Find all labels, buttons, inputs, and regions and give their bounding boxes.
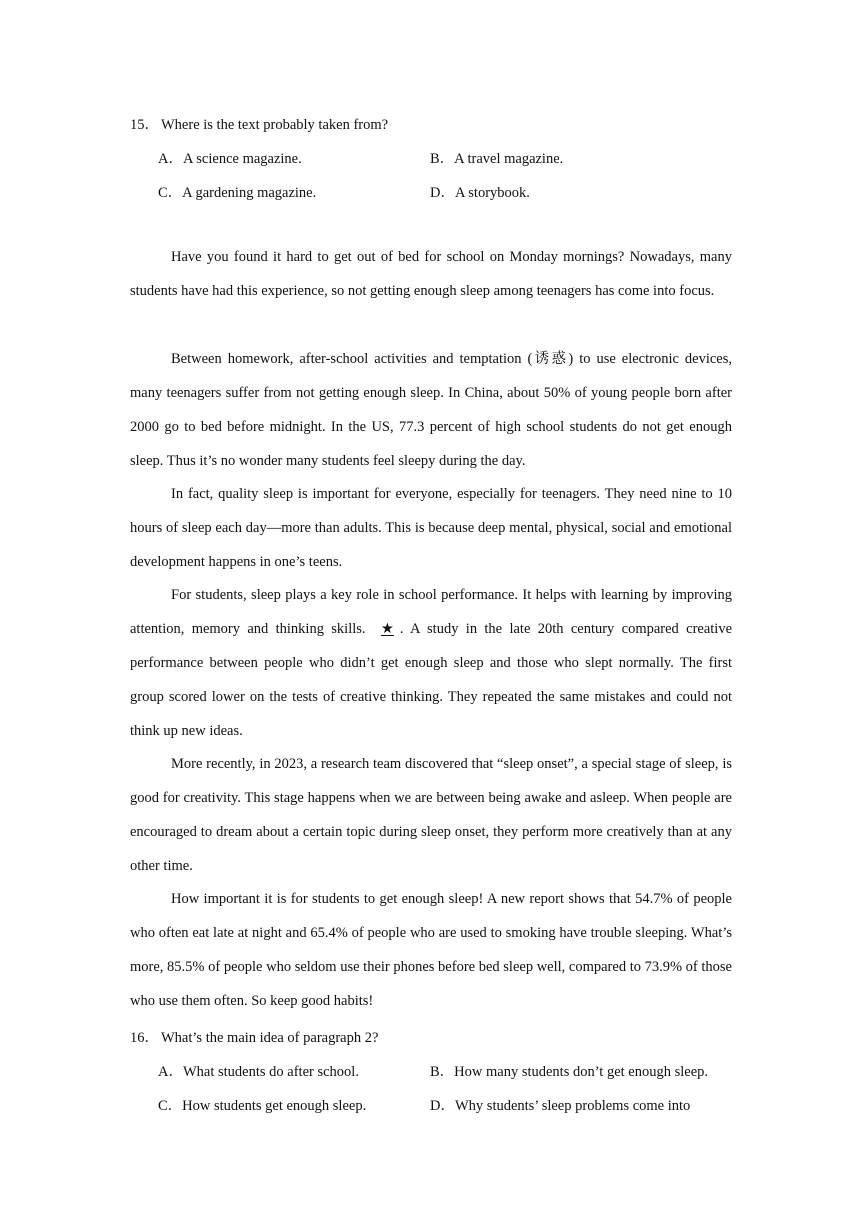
option-letter: B．: [430, 1064, 455, 1080]
option-letter: A．: [158, 1064, 183, 1080]
passage-paragraph-4: [130, 578, 732, 748]
q16-option-b[interactable]: [430, 1060, 708, 1081]
q15-option-d[interactable]: [430, 181, 530, 202]
question-number: 16．: [130, 1030, 159, 1046]
option-letter: A．: [158, 151, 183, 167]
question-15-stem: [130, 113, 388, 134]
passage-paragraph-3: In fact, quality sleep is important for everyone, especially for teenagers. They need nine to 10 hours of sleep each day—more than adults. This is because deep mental, physical, social and emotional development happens in one’s teens.: [130, 486, 732, 570]
star-blank: ★: [380, 621, 394, 637]
option-letter: C．: [158, 1098, 183, 1114]
q15-option-b[interactable]: [430, 147, 563, 168]
option-text: A storybook.: [454, 185, 530, 201]
question-number: 15．: [130, 117, 159, 133]
paragraph-text: For students, sleep plays a key role in school performance. It helps with learning by improving attention, memory and thinking skills.: [130, 587, 732, 637]
option-text: A travel magazine.: [454, 151, 564, 167]
option-letter: B．: [430, 151, 455, 167]
passage-paragraph-6: How important it is for students to get enough sleep! A new report shows that 54.7% of people who often eat late at night and 65.4% of people who are used to smoking have trouble sleeping. What’s more, 85.5% of people who seldom use their phones before bed sleep well, compared to 73.9% of those who use them often. So keep good habits!: [130, 891, 732, 1009]
option-letter: D．: [430, 185, 455, 201]
q15-option-a[interactable]: [158, 147, 302, 168]
option-text: What students do after school.: [182, 1064, 359, 1080]
option-text: How students get enough sleep.: [182, 1098, 367, 1114]
passage-paragraph-1: Have you found it hard to get out of bed for school on Monday mornings? Nowadays, many students have had this experience, so not getting enough sleep among teenagers has come into focus.: [130, 249, 732, 299]
paragraph-text: . A study in the late 20th century compared creative performance between people who didn’t get enough sleep and those who slept normally. The first group scored lower on the tests of creative thinking. They repeated the same mistakes and could not think up new ideas.: [130, 621, 733, 739]
question-text: Where is the text probably taken from?: [161, 117, 389, 133]
passage-paragraph-5: More recently, in 2023, a research team discovered that “sleep onset”, a special stage of sleep, is good for creativity. This stage happens when we are between being awake and asleep. When people are encouraged to dream about a certain topic during sleep onset, they perform more creatively than at any other time.: [130, 756, 732, 874]
question-16-stem: [130, 1026, 378, 1047]
option-letter: D．: [430, 1098, 455, 1114]
q16-option-d[interactable]: [430, 1094, 690, 1115]
question-text: What’s the main idea of paragraph 2?: [161, 1030, 379, 1046]
q16-option-c[interactable]: [158, 1094, 366, 1115]
q16-option-a[interactable]: [158, 1060, 359, 1081]
option-text: A science magazine.: [182, 151, 302, 167]
q15-option-c[interactable]: [158, 181, 316, 202]
option-text: How many students don’t get enough sleep.: [454, 1064, 709, 1080]
passage-paragraph-2: Between homework, after-school activities and temptation (诱惑) to use electronic devices, many teenagers suffer from not getting enough sleep. In China, about 50% of young people born after 2000 go to bed before midnight. In the US, 77.3 percent of high school students do not get enough sleep. Thus it’s no wonder many students feel sleepy during the day.: [130, 351, 732, 469]
option-text: Why students’ sleep problems come into: [454, 1098, 691, 1114]
option-text: A gardening magazine.: [182, 185, 317, 201]
option-letter: C．: [158, 185, 183, 201]
